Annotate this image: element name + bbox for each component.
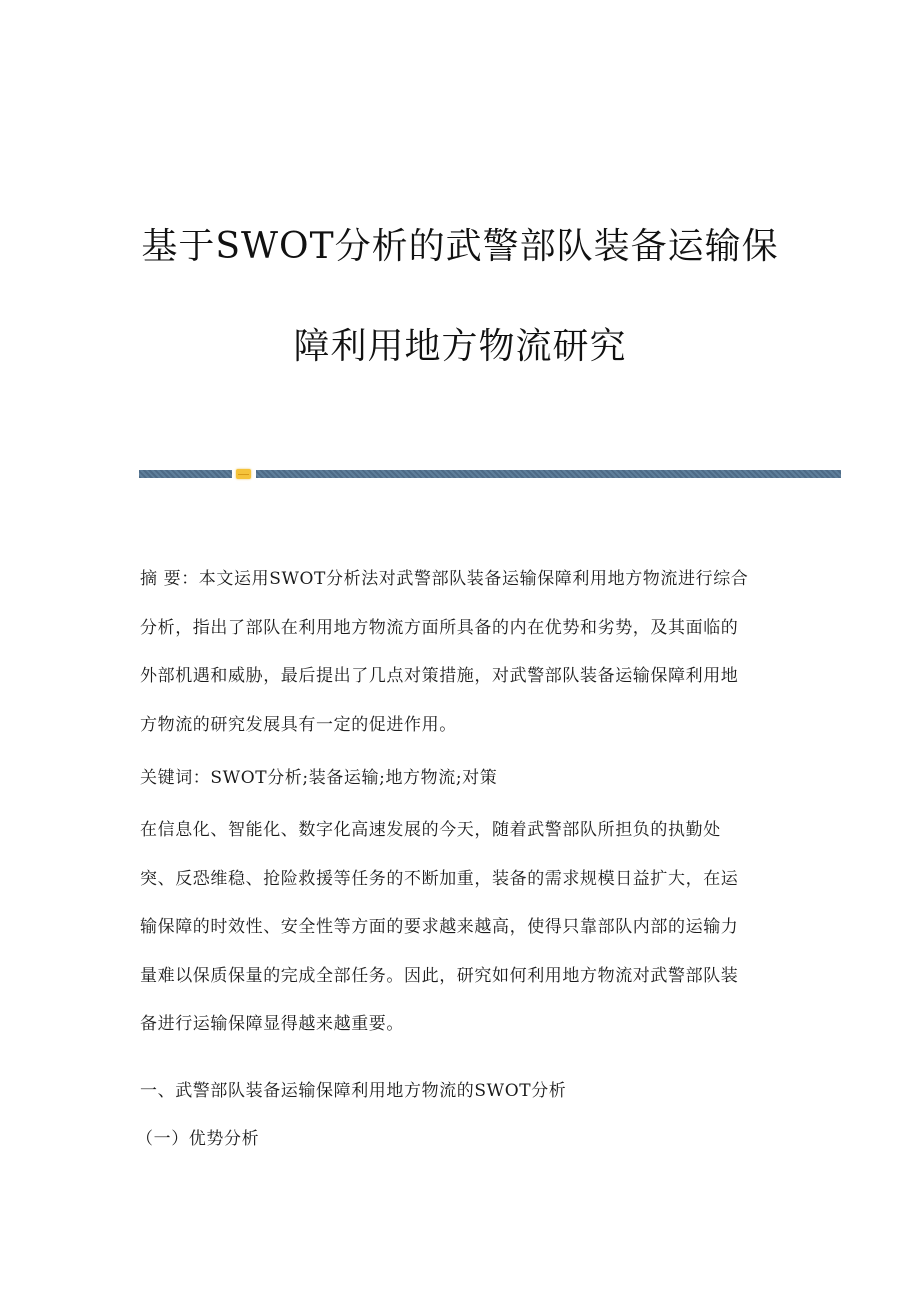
title-divider — [0, 470, 920, 479]
document-title-line-2: 障利用地方物流研究 — [293, 326, 627, 367]
abstract-line: 外部机遇和威胁，最后提出了几点对策措施，对武警部队装备运输保障利用地 — [140, 666, 739, 686]
section-heading: 一、武警部队装备运输保障利用地方物流的SWOT分析 — [140, 1081, 567, 1101]
keywords-line: 关键词：SWOT分析;装备运输;地方物流;对策 — [140, 768, 498, 788]
intro-line: 备进行运输保障显得越来越重要。 — [140, 1014, 404, 1034]
subsection-heading: （一）优势分析 — [136, 1129, 260, 1149]
abstract-line: 方物流的研究发展具有一定的促进作用。 — [140, 714, 457, 735]
intro-line: 在信息化、智能化、数字化高速发展的今天，随着武警部队所担负的执勤处 — [140, 820, 721, 840]
abstract-line: 摘 要：本文运用SWOT分析法对武警部队装备运输保障利用地方物流进行综合 — [140, 569, 749, 589]
divider-bar-left — [139, 470, 232, 478]
intro-line: 量难以保质保量的完成全部任务。因此，研究如何利用地方物流对武警部队装 — [140, 965, 739, 986]
abstract-line: 分析，指出了部队在利用地方物流方面所具备的内在优势和劣势，及其面临的 — [140, 617, 739, 638]
abstract-paragraph — [140, 555, 780, 749]
intro-line: 突、反恐维稳、抢险救援等任务的不断加重，装备的需求规模日益扩大，在运 — [140, 868, 739, 889]
intro-paragraph — [140, 806, 780, 1049]
envelope-icon — [236, 469, 251, 479]
divider-bar-right — [256, 470, 841, 478]
intro-line: 输保障的时效性、安全性等方面的要求越来越高，使得只靠部队内部的运输力 — [140, 917, 739, 937]
document-title-line-1: 基于SWOT分析的武警部队装备运输保 — [141, 226, 779, 267]
